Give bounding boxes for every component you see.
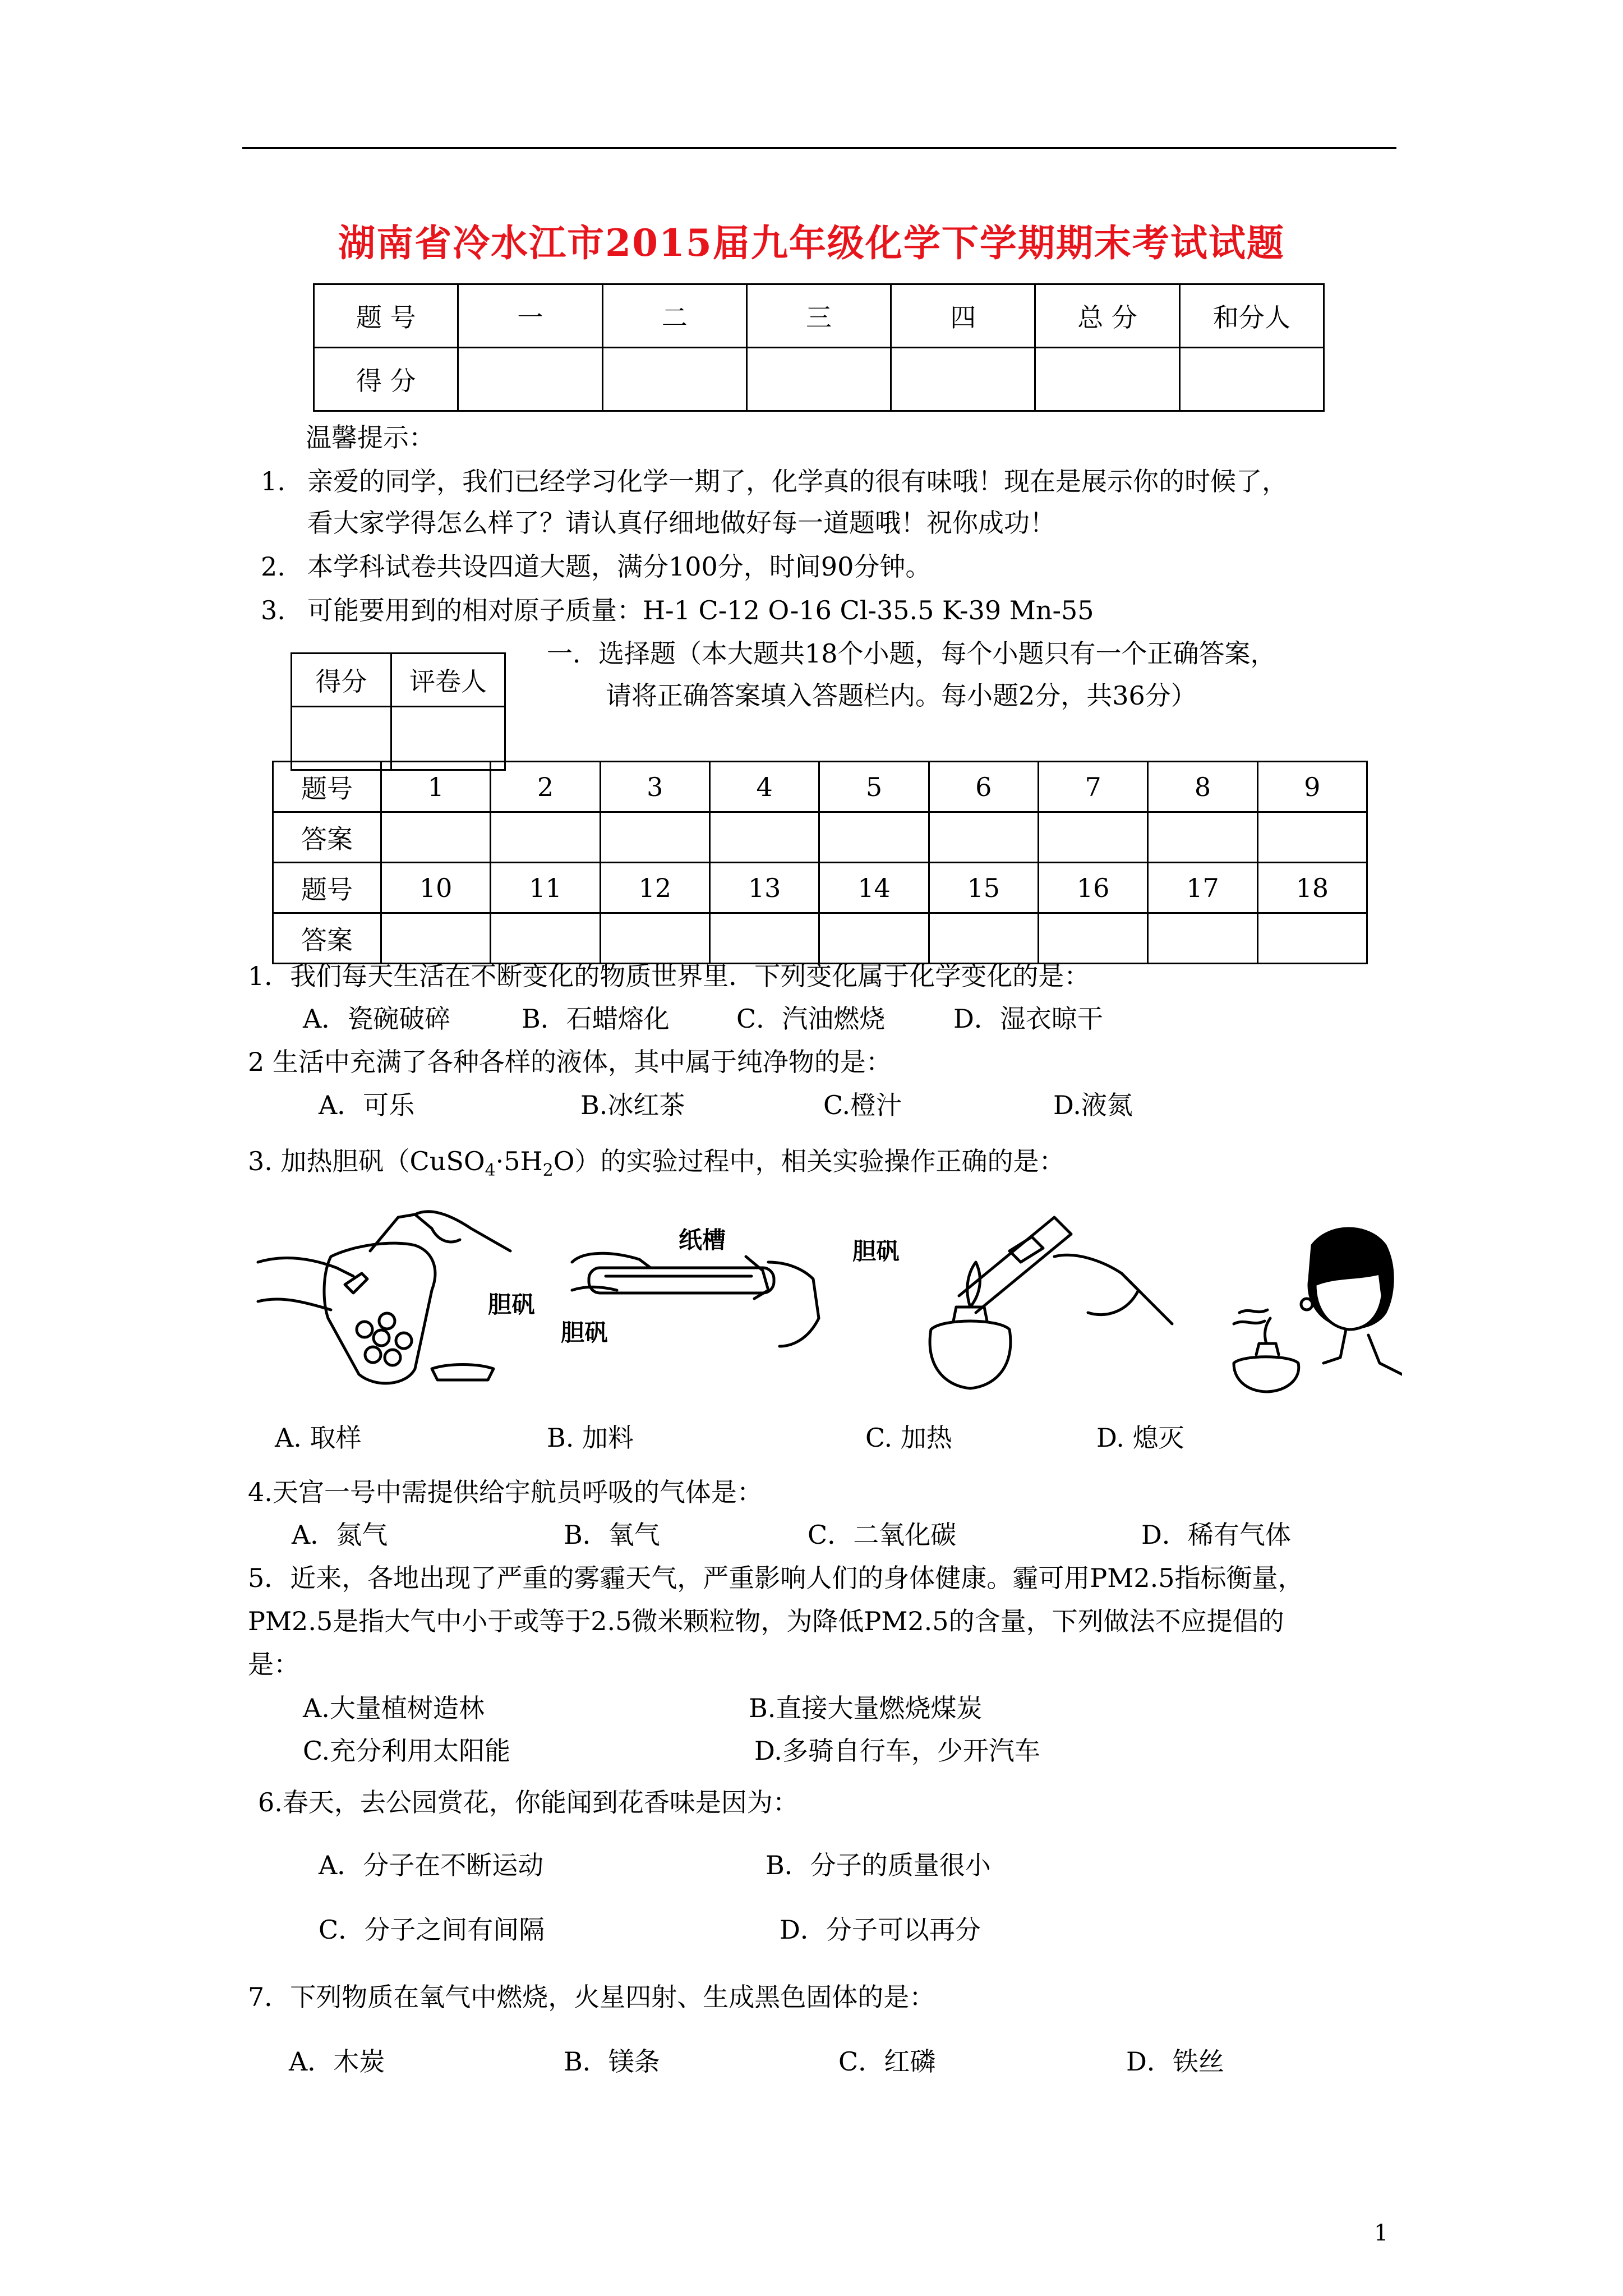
- answer-row-label: 题号: [273, 762, 381, 812]
- answer-cell[interactable]: [929, 913, 1038, 964]
- subscript: 2: [542, 1161, 554, 1181]
- option-c: C．汽油燃烧: [736, 1004, 886, 1034]
- question-number-cell: 9: [1257, 762, 1367, 812]
- answer-row: [273, 913, 1367, 964]
- answer-cell[interactable]: [709, 913, 819, 964]
- tips-heading: 温馨提示：: [306, 422, 435, 453]
- question-number-cell: 5: [819, 762, 929, 812]
- score-cell[interactable]: [458, 348, 602, 411]
- answer-cell[interactable]: [1038, 812, 1147, 863]
- answer-row-label: 题号: [273, 863, 381, 913]
- option-a: A. 取样: [275, 1423, 362, 1453]
- answer-cell[interactable]: [1038, 913, 1147, 964]
- grader-table: [291, 652, 506, 771]
- option-a: A.大量植树造林: [303, 1693, 485, 1723]
- grader-name-label: 评卷人: [391, 654, 505, 707]
- score-header-row: [314, 284, 1324, 348]
- question-stem: 2 生活中充满了各种各样的液体，其中属于纯净物的是：: [248, 1047, 892, 1077]
- question-stem: 5．近来，各地出现了严重的雾霾天气，严重影响人们的身体健康。霾可用PM2.5指标衡量，: [248, 1563, 1304, 1593]
- question-stem: 4.天宫一号中需提供给宇航员呼吸的气体是：: [248, 1477, 763, 1507]
- question-number-cell: 2: [491, 762, 600, 812]
- figure-label-zhicao: 纸槽: [679, 1226, 726, 1254]
- question-number-cell: 8: [1148, 762, 1257, 812]
- answer-cell[interactable]: [600, 812, 709, 863]
- score-cell[interactable]: [1179, 348, 1324, 411]
- q3-figures: [247, 1206, 1402, 1397]
- question-number-cell: 17: [1148, 863, 1257, 913]
- option-d: D．分子可以再分: [780, 1915, 981, 1945]
- option-d: D．稀有气体: [1141, 1520, 1291, 1550]
- answer-cell[interactable]: [1257, 913, 1367, 964]
- score-table: [313, 283, 1325, 412]
- figure-label-danfan: 胆矾: [852, 1237, 900, 1265]
- answer-cell[interactable]: [491, 812, 600, 863]
- tip-text: 本学科试卷共设四道大题，满分100分，时间90分钟。: [307, 551, 932, 582]
- figure-a-sampling: [258, 1212, 510, 1383]
- answer-cell[interactable]: [819, 812, 929, 863]
- score-header-cell: 和分人: [1179, 284, 1324, 348]
- option-a: A．瓷碗破碎: [303, 1004, 451, 1034]
- question-number-cell: 13: [709, 863, 819, 913]
- question-stem: 6.春天，去公园赏花，你能闻到花香味是因为：: [258, 1787, 799, 1818]
- option-b: B．分子的质量很小: [766, 1850, 991, 1880]
- score-header-cell: 一: [458, 284, 602, 348]
- stem-part: 3. 加热胆矾（CuSO: [248, 1146, 485, 1176]
- figure-c-heating: [930, 1217, 1172, 1388]
- option-c: C．分子之间有间隔: [319, 1915, 545, 1945]
- tip-text: 可能要用到的相对原子质量：H-1 C-12 O-16 Cl-35.5 K-39 Mn-55: [307, 595, 1094, 625]
- option-c: C.橙汁: [823, 1090, 902, 1120]
- answer-cell[interactable]: [1257, 812, 1367, 863]
- option-d: D.多骑自行车，少开汽车: [754, 1736, 1040, 1766]
- question-number-cell: 12: [600, 863, 709, 913]
- page-title: 湖南省冷水江市2015届九年级化学下学期期末考试试题: [338, 221, 1285, 265]
- question-number-cell: 3: [600, 762, 709, 812]
- question-number-cell: 14: [819, 863, 929, 913]
- score-header-cell: 总 分: [1035, 284, 1179, 348]
- score-header-cell: 四: [891, 284, 1035, 348]
- question-stem: PM2.5是指大气中小于或等于2.5微米颗粒物，为降低PM2.5的含量，下列做法不应提倡的: [248, 1606, 1284, 1636]
- option-b: B．镁条: [564, 2046, 660, 2077]
- score-header-cell: 题 号: [314, 284, 458, 348]
- figure-b-loading: [572, 1253, 819, 1346]
- answer-number-row: [273, 762, 1367, 812]
- score-row-label: 得 分: [314, 348, 458, 411]
- score-cell[interactable]: [746, 348, 891, 411]
- tip-number: 1.: [261, 466, 285, 496]
- option-b: B．氧气: [564, 1520, 660, 1550]
- answer-cell[interactable]: [491, 913, 600, 964]
- question-number-cell: 10: [381, 863, 491, 913]
- question-number-cell: 16: [1038, 863, 1147, 913]
- question-number-cell: 7: [1038, 762, 1147, 812]
- answer-row-label: 答案: [273, 812, 381, 863]
- answer-row-label: 答案: [273, 913, 381, 964]
- grader-score-label: 得分: [292, 654, 391, 707]
- option-d: D．铁丝: [1126, 2046, 1224, 2077]
- answer-cell[interactable]: [819, 913, 929, 964]
- stem-part: O）的实验过程中，相关实验操作正确的是：: [553, 1146, 1065, 1176]
- question-number-cell: 6: [929, 762, 1038, 812]
- header-rule: [242, 147, 1396, 149]
- stem-part: ·5H: [495, 1146, 543, 1176]
- section-instruction: 请将正确答案填入答题栏内。每小题2分，共36分）: [606, 680, 1197, 711]
- score-cell[interactable]: [1035, 348, 1179, 411]
- figure-label-danfan: 胆矾: [488, 1291, 536, 1318]
- answer-row: [273, 812, 1367, 863]
- tip-number: 2.: [261, 551, 285, 582]
- option-b: B.直接大量燃烧煤炭: [749, 1693, 983, 1723]
- answer-cell[interactable]: [381, 812, 491, 863]
- tip-text: 亲爱的同学，我们已经学习化学一期了，化学真的很有味哦！现在是展示你的时候了，: [307, 466, 1288, 496]
- question-stem: [248, 1144, 1064, 1188]
- tip-text: 看大家学得怎么样了？请认真仔细地做好每一道题哦！祝你成功！: [307, 508, 1055, 538]
- answer-cell[interactable]: [600, 913, 709, 964]
- answer-cell[interactable]: [381, 913, 491, 964]
- option-d: D. 熄灭: [1096, 1423, 1184, 1453]
- answer-number-row: [273, 863, 1367, 913]
- option-b: B. 加料: [547, 1423, 634, 1453]
- score-header-cell: 三: [746, 284, 891, 348]
- question-number-cell: 11: [491, 863, 600, 913]
- question-number-cell: 4: [709, 762, 819, 812]
- option-d: D．湿衣晾干: [953, 1004, 1103, 1034]
- option-c: C．红磷: [838, 2046, 936, 2077]
- question-number-cell: 15: [929, 863, 1038, 913]
- answer-table: [272, 761, 1368, 964]
- question-stem: 1．我们每天生活在不断变化的物质世界里．下列变化属于化学变化的是：: [248, 961, 1090, 991]
- score-cell[interactable]: [602, 348, 746, 411]
- answer-cell[interactable]: [1148, 913, 1257, 964]
- score-cell[interactable]: [891, 348, 1035, 411]
- option-d: D.液氮: [1053, 1090, 1133, 1120]
- option-c: C．二氧化碳: [808, 1520, 957, 1550]
- answer-cell[interactable]: [709, 812, 819, 863]
- option-a: A．木炭: [289, 2046, 385, 2077]
- score-header-cell: 二: [602, 284, 746, 348]
- subscript: 4: [485, 1161, 496, 1181]
- figure-d-extinguishing: [1234, 1228, 1402, 1392]
- option-c: C. 加热: [865, 1423, 952, 1453]
- answer-cell[interactable]: [929, 812, 1038, 863]
- page-number: 1: [1374, 2220, 1389, 2246]
- score-value-row: [314, 348, 1324, 411]
- option-c: C.充分利用太阳能: [303, 1736, 511, 1766]
- question-stem: 是：: [248, 1649, 299, 1680]
- option-b: B．石蜡熔化: [522, 1004, 670, 1034]
- question-stem: 7．下列物质在氧气中燃烧，火星四射、生成黑色固体的是：: [248, 1982, 935, 2012]
- section-heading: 一．选择题（本大题共18个小题，每个小题只有一个正确答案，: [547, 638, 1276, 669]
- question-number-cell: 1: [381, 762, 491, 812]
- tip-number: 3.: [261, 595, 285, 625]
- option-a: A．分子在不断运动: [319, 1850, 544, 1880]
- question-number-cell: 18: [1257, 863, 1367, 913]
- option-a: A．氮气: [292, 1520, 388, 1550]
- option-a: A．可乐: [319, 1090, 415, 1120]
- answer-cell[interactable]: [1148, 812, 1257, 863]
- figure-label-danfan: 胆矾: [561, 1319, 608, 1346]
- option-b: B.冰红茶: [580, 1090, 685, 1120]
